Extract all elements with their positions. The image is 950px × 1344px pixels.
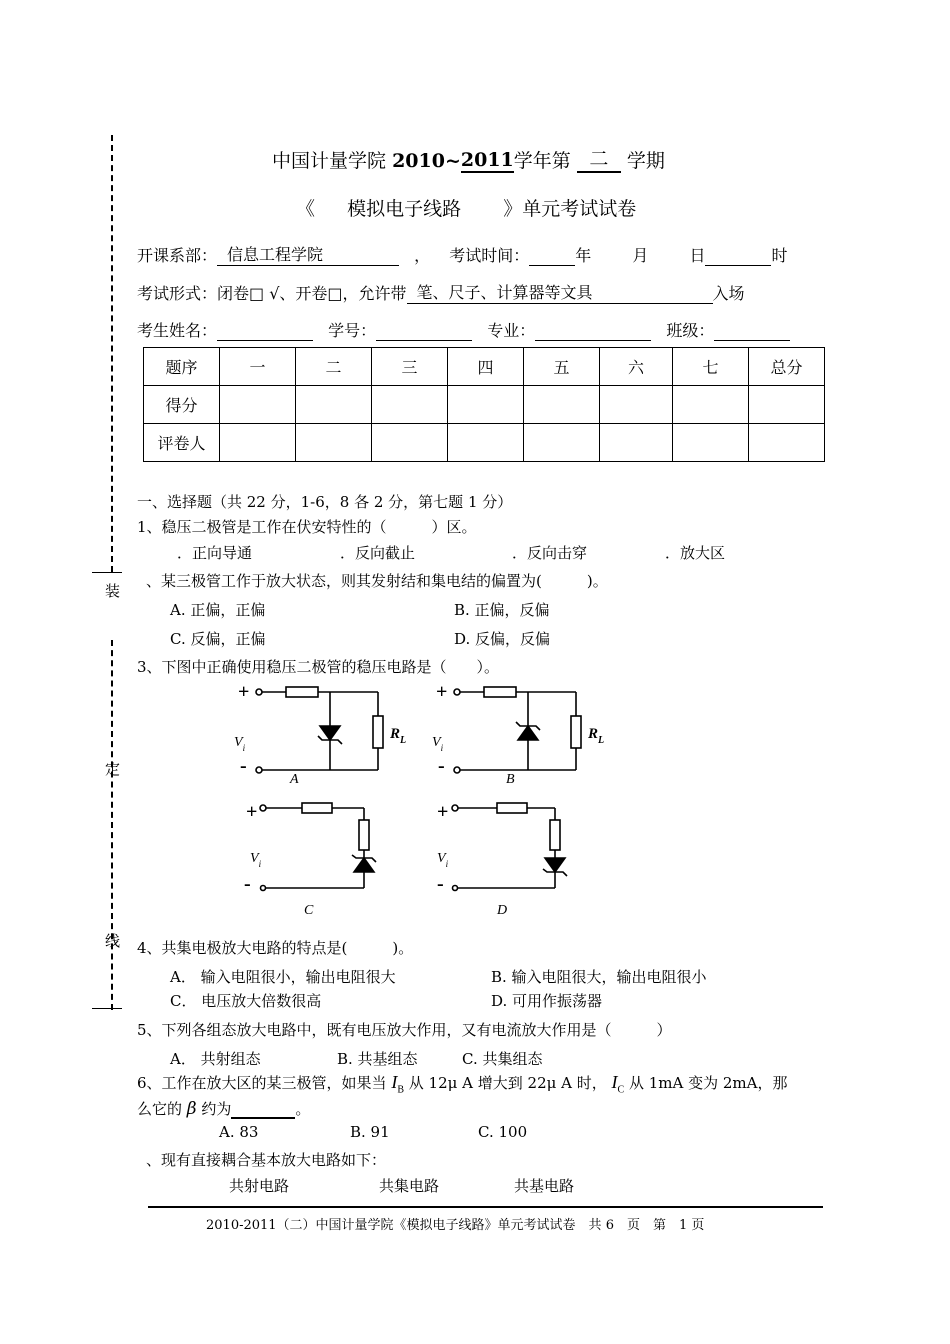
binding-line-top bbox=[111, 135, 113, 572]
circuit-d-vi: $V_i$ bbox=[437, 851, 449, 869]
form-line: 考试形式：闭卷□ √、开卷□，允许带 笔、尺子、计算器等文具 入场 bbox=[137, 280, 745, 304]
q7-item-3: 共基电路 bbox=[514, 1177, 575, 1195]
major-field[interactable] bbox=[535, 322, 651, 341]
q4-option-c: C． 电压放大倍数很高 bbox=[170, 992, 322, 1010]
circuit-c-label: C bbox=[304, 903, 314, 918]
circuit-b-label: B bbox=[506, 772, 515, 787]
score-cell bbox=[220, 386, 296, 424]
circuit-d-plus: + bbox=[437, 801, 449, 823]
table-header-cell: 三 bbox=[372, 348, 448, 386]
circuit-d-label: D bbox=[497, 903, 508, 918]
score-cell bbox=[372, 386, 448, 424]
grader-cell bbox=[673, 424, 749, 462]
question-6: 6、工作在放大区的某三极管，如果当 $I_B$ 从 12μ A 增大到 22μ A 时， $I_C$ 从 1mA 变为 2mA，那 bbox=[137, 1072, 788, 1096]
score-cell bbox=[673, 386, 749, 424]
question-4: 4、共集电极放大电路的特点是( )。 bbox=[137, 939, 414, 957]
year-from: 2010 bbox=[392, 150, 445, 172]
row-label: 评卷人 bbox=[144, 424, 220, 462]
q4-option-d: D. 可用作振荡器 bbox=[491, 992, 603, 1010]
question-2: 、某三极管工作于放大状态，则其发射结和集电结的偏置为( )。 bbox=[146, 572, 608, 590]
allowed-items-field: 笔、尺子、计算器等文具 bbox=[407, 280, 713, 304]
binding-char-xian: 线 bbox=[105, 932, 121, 950]
dept-field: 信息工程学院 bbox=[217, 242, 399, 266]
circuit-d bbox=[437, 801, 567, 918]
table-header-cell: 二 bbox=[296, 348, 372, 386]
row-label: 得分 bbox=[144, 386, 220, 424]
course-title: 《 模拟电子线路 》单元考试试卷 bbox=[296, 198, 637, 220]
grader-cell bbox=[220, 424, 296, 462]
q5-option-c: C. 共集组态 bbox=[462, 1050, 543, 1068]
question-7: 、现有直接耦合基本放大电路如下： bbox=[146, 1151, 387, 1169]
q5-option-b: B. 共基组态 bbox=[337, 1050, 418, 1068]
table-header-cell: 题序 bbox=[144, 348, 220, 386]
grader-cell bbox=[448, 424, 524, 462]
binding-tick-top bbox=[92, 572, 122, 573]
circuit-a bbox=[234, 681, 406, 787]
grader-cell bbox=[600, 424, 673, 462]
q1-option-c: ．反向击穿 bbox=[512, 544, 588, 562]
q4-option-a: A． 输入电阻很小，输出电阻很大 bbox=[170, 968, 396, 986]
table-header-cell: 五 bbox=[524, 348, 600, 386]
binding-char-zhuang: 装 bbox=[105, 582, 121, 600]
circuit-c bbox=[244, 801, 376, 918]
circuit-b-rl: $R_L$ bbox=[588, 726, 605, 746]
circuit-b-minus: - bbox=[438, 755, 445, 777]
circuit-b-plus: + bbox=[436, 681, 448, 703]
score-cell bbox=[448, 386, 524, 424]
circuit-d-minus: - bbox=[437, 873, 444, 895]
beta-answer-field[interactable] bbox=[231, 1101, 295, 1119]
q2-option-c: C. 反偏，正偏 bbox=[170, 630, 266, 648]
exam-day-field bbox=[705, 247, 771, 266]
grader-cell bbox=[524, 424, 600, 462]
grader-cell bbox=[296, 424, 372, 462]
q2-option-b: B. 正偏，反偏 bbox=[454, 601, 550, 619]
score-cell bbox=[524, 386, 600, 424]
table-row bbox=[144, 424, 825, 462]
circuit-a-rl: $R_L$ bbox=[390, 726, 407, 746]
circuit-c-minus: - bbox=[244, 873, 251, 895]
circuit-b-vi: $V_i$ bbox=[432, 735, 444, 753]
exam-year-field bbox=[529, 247, 575, 266]
table-header-cell: 总分 bbox=[749, 348, 825, 386]
grader-cell bbox=[372, 424, 448, 462]
symbol-ic: $I_C$ bbox=[611, 1072, 625, 1096]
student-line: 考生姓名： 学号： 专业： 班级： bbox=[137, 318, 790, 341]
dept-line: 开课系部： 信息工程学院 ， 考试时间： 年 月 日 时 bbox=[137, 242, 787, 266]
student-id-field[interactable] bbox=[376, 322, 472, 341]
symbol-ib: $I_B$ bbox=[391, 1072, 404, 1096]
q1-option-d: ．放大区 bbox=[665, 544, 726, 562]
score-cell bbox=[296, 386, 372, 424]
circuit-a-minus: - bbox=[240, 755, 247, 777]
year-to: 2011 bbox=[460, 149, 514, 171]
q7-item-2: 共集电路 bbox=[379, 1177, 440, 1195]
q2-option-d: D. 反偏，反偏 bbox=[454, 630, 551, 648]
semester-field: 二 bbox=[577, 144, 621, 173]
q1-option-a: ．正向导通 bbox=[177, 544, 253, 562]
q6-option-a: A. 83 bbox=[219, 1123, 259, 1141]
grader-cell bbox=[749, 424, 825, 462]
section-heading: 一、选择题（共 22 分，1-6，8 各 2 分，第七题 1 分） bbox=[137, 493, 513, 511]
table-header-cell: 七 bbox=[673, 348, 749, 386]
question-1: 1、稳压二极管是工作在伏安特性的（ ）区。 bbox=[137, 518, 477, 536]
circuit-b bbox=[432, 681, 604, 787]
circuit-c-plus: + bbox=[246, 801, 258, 823]
q6-option-c: C. 100 bbox=[478, 1123, 528, 1141]
table-header-cell: 一 bbox=[220, 348, 296, 386]
q4-option-b: B. 输入电阻很大，输出电阻很小 bbox=[491, 968, 707, 986]
table-row bbox=[144, 386, 825, 424]
table-header-row bbox=[144, 348, 825, 386]
circuit-a-label: A bbox=[290, 772, 299, 787]
circuit-c-vi: $V_i$ bbox=[250, 851, 262, 869]
score-table bbox=[143, 347, 825, 462]
binding-char-ding: 定 bbox=[105, 760, 121, 778]
circuit-a-vi: $V_i$ bbox=[234, 735, 246, 753]
q7-item-1: 共射电路 bbox=[229, 1177, 290, 1195]
q5-option-a: A． 共射组态 bbox=[170, 1050, 261, 1068]
q6-option-b: B. 91 bbox=[350, 1123, 390, 1141]
course-name: 模拟电子线路 bbox=[347, 198, 462, 220]
circuit-diagrams bbox=[230, 680, 650, 920]
footer-rule bbox=[148, 1206, 823, 1208]
page-footer: 2010-2011（二）中国计量学院《模拟电子线路》单元考试试卷 共 6 页 第 1 页 bbox=[206, 1218, 705, 1233]
score-cell bbox=[749, 386, 825, 424]
question-6-cont: 么它的 β 约为 。 bbox=[137, 1099, 311, 1119]
question-3: 3、下图中正确使用稳压二极管的稳压电路是（ ）。 bbox=[137, 658, 500, 676]
table-header-cell: 六 bbox=[600, 348, 673, 386]
q2-option-a: A. 正偏，正偏 bbox=[170, 601, 266, 619]
binding-line-bottom bbox=[111, 640, 113, 1010]
exam-title: 中国计量学院 2010~2011学年第 二 学期 bbox=[272, 144, 665, 173]
binding-tick-bottom bbox=[92, 1008, 122, 1009]
circuit-a-plus: + bbox=[238, 681, 250, 703]
score-cell bbox=[600, 386, 673, 424]
symbol-beta: β bbox=[186, 1099, 197, 1119]
name-field[interactable] bbox=[217, 322, 313, 341]
q1-option-b: ．反向截止 bbox=[340, 544, 416, 562]
table-header-cell: 四 bbox=[448, 348, 524, 386]
question-5: 5、下列各组态放大电路中，既有电压放大作用，又有电流放大作用是（ ） bbox=[137, 1021, 672, 1039]
class-field[interactable] bbox=[714, 322, 790, 341]
